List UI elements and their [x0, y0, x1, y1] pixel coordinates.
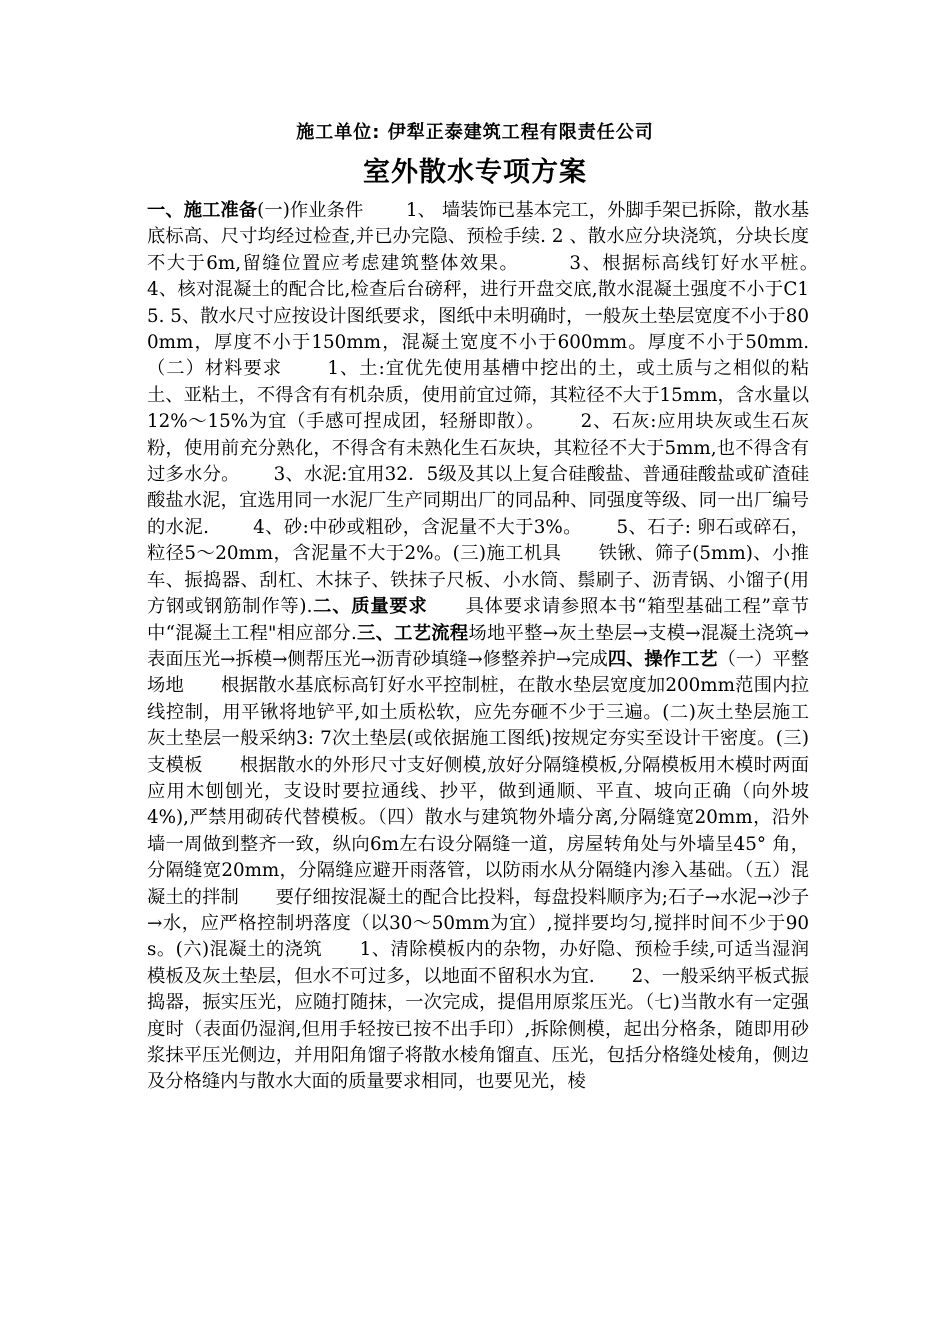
- section-text: (一)作业条件 1、 墙装饰已基本完工，外脚手架已拆除，散水基底标高、尺寸均经过检查,并已办完隐、预检手续. 2 、散水应分块浇筑，分块长度不大于6m,留缝位置应考虑建筑整体效果。 3、根据标高线钉好水平桩。 4、核对混凝土的配合比,检查后台磅秤，进行开盘交底,散水混凝土强度不小于C15. 5、散水尺寸应按设计图纸要求，图纸中未明确时，一般灰土垫层宽度不小于800mm，厚度不小于150mm，混凝土宽度不小于600mm。厚度不小于50mm.（二）材料要求 1、土:宜优先使用基槽中挖出的土，或土质与之相似的粘土、亚粘土，不得含有有机杂质，使用前宜过筛，其粒径不大于15mm，含水量以12%～15%为宜（手感可捏成团，轻掰即散）。 2、石灰:应用块灰或生石灰粉，使用前充分熟化，不得含有未熟化生石灰块，其粒径不大于5mm,也不得含有过多水分。 3、水泥:宜用32．5级及其以上复合硅酸盐、普通硅酸盐或矿渣硅酸盐水泥，宜选用同一水泥厂生产同期出厂的同品种、同强度等级、同一出厂编号的水泥. 4、砂:中砂或粗砂，含泥量不大于3%。 5、石子: 卵石或碎石，粒径5～20mm，含泥量不大于2%。(三)施工机具 铁锹、筛子(5mm)、小推车、振捣器、刮杠、木抹子、铁抹子尺板、小水筒、鬃刷子、沥青锅、小馏子(用方钢或钢筋制作等).: [147, 200, 870, 618]
- company-line: 施工单位: 伊犁正泰建筑工程有限责任公司: [296, 122, 654, 143]
- section-heading: 二、质量要求: [312, 596, 428, 618]
- section-heading: 一、施工准备: [147, 200, 258, 221]
- section-text: （一）平整场地 根据散水基底标高钉好水平控制桩，在散水垫层宽度加200mm范围内拉线控制，用平锹将地铲平,如土质松软，应先夯砸不少于三遍。(二)灰土垫层施工 灰土垫层一般采纳3: 7次土垫层(或依据施工图纸)按规定夯实至设计干密度。(三)支模板 根据散水的外形尺寸支好侧模,放好分隔缝模板,分隔模板用木模时两面应用木刨刨光，支设时要拉通线、抄平，做到通顺、平直、坡向正确（向外坡4%),严禁用砌砖代替模板。（四）散水与建筑物外墙分离,分隔缝宽20mm，沿外墙一周做到整齐一致，纵向6m左右设分隔缝一道，房屋转角处与外墙呈45° 角，分隔缝宽20mm，分隔缝应避开雨落管，以防雨水从分隔缝内渗入基础。（五）混凝土的拌制 要仔细按混凝土的配合比投料，每盘投料顺序为;石子→水泥→沙子→水，应严格控制坍落度（以30～50mm为宜）,搅拌要均匀,搅拌时间不少于90s。(六)混凝土的浇筑 1、清除模板内的杂物，办好隐、预检手续,可适当湿润模板及灰土垫层，但水不可过多，以地面不留积水为宜. 2、一般采纳平板式振捣器，振实压光，应随打随抹，一次完成，提倡用原浆压光。（七)当散水有一定强度时（表面仍湿润,但用手轻按已按不出手印）,拆除侧模，起出分格条，随即用砂浆抹平压光侧边，并用阳角馏子将散水棱角馏直、压光，包括分格缝处棱角，侧边及分格缝内与散水大面的质量要求相同，也要见光，棱: [147, 648, 846, 1093]
- section-text: 具体要求请参照本书“箱型基础工程”章节中“混凝土工程"相应部分.: [147, 596, 809, 644]
- document-title: 室外散水专项方案: [363, 157, 587, 188]
- section-text: 场地平整→灰土垫层→支模→混凝土浇筑→表面压光→拆模→侧帮压光→沥青砂填缝→修整养护→完成: [147, 622, 809, 670]
- section-heading: 四、操作工艺: [607, 648, 718, 670]
- body-text: [147, 198, 870, 1096]
- section-heading: 三、工艺流程: [356, 622, 469, 644]
